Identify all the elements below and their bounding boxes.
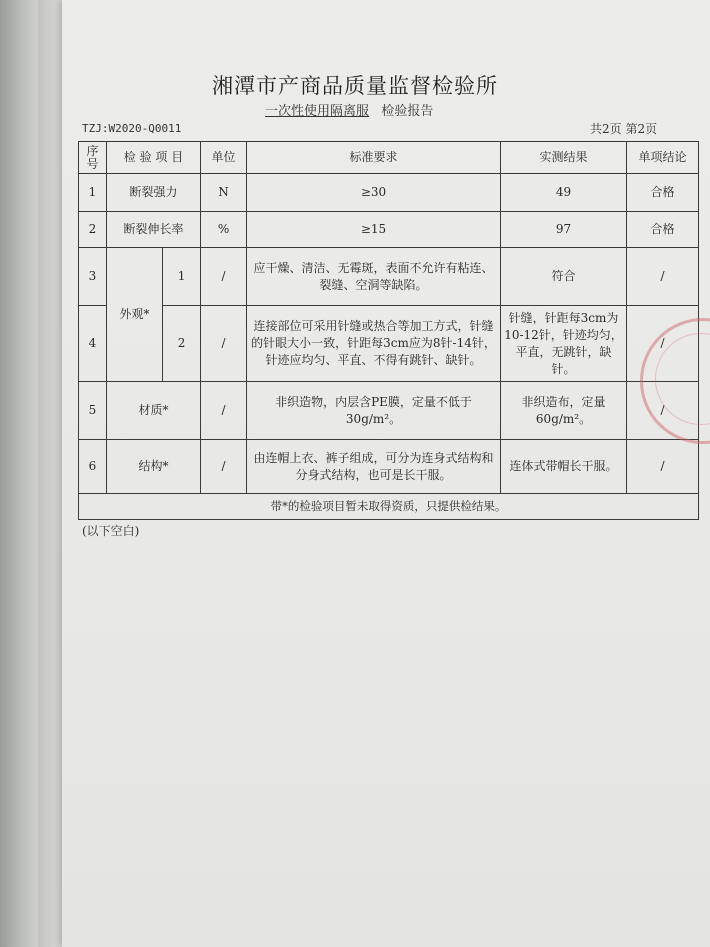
cell-seq: 5 (79, 382, 107, 440)
cell-seq: 3 (79, 248, 107, 306)
cell-result: 49 (501, 174, 627, 212)
header-conclusion: 单项结论 (627, 142, 699, 174)
cell-unit: / (201, 248, 247, 306)
cell-subitem: 1 (163, 248, 201, 306)
cell-seq: 6 (79, 440, 107, 494)
cell-conclusion: / (627, 306, 699, 382)
header-seq: 序号 (79, 142, 107, 174)
cell-result: 针缝，针距每3cm为10-12针，针迹均匀，平直，无跳针，缺针。 (501, 306, 627, 382)
document-subtitle (265, 100, 433, 119)
table-row (79, 248, 699, 306)
inspection-table (78, 141, 699, 520)
cell-unit: / (201, 306, 247, 382)
cell-requirement: 非织造物，内层含PE膜，定量不低于30g/m²。 (247, 382, 501, 440)
header-requirement: 标准要求 (247, 142, 501, 174)
cell-unit: / (201, 440, 247, 494)
cell-requirement: ≥15 (247, 212, 501, 248)
table-header-row (79, 142, 699, 174)
cell-conclusion: / (627, 440, 699, 494)
table-row (79, 440, 699, 494)
document-title: 湘潭市产商品质量监督检验所 (212, 74, 498, 98)
cell-requirement: 连接部位可采用针缝或热合等加工方式，针缝的针眼大小一致，针距每3cm应为8针-14针，针迹应均匀、平直、不得有跳针、缺针。 (247, 306, 501, 382)
table-row (79, 306, 699, 382)
header-item: 检 验 项 目 (107, 142, 201, 174)
official-seal-inner-ring (655, 333, 710, 425)
cell-requirement: ≥30 (247, 174, 501, 212)
cell-result: 97 (501, 212, 627, 248)
report-type: 检验报告 (381, 104, 434, 119)
cell-conclusion: / (627, 248, 699, 306)
table-footnote-row (79, 494, 699, 520)
cell-requirement: 应干燥、清洁、无霉斑，表面不允许有粘连、裂缝、空洞等缺陷。 (247, 248, 501, 306)
cell-result: 符合 (501, 248, 627, 306)
header-unit: 单位 (201, 142, 247, 174)
cell-seq: 4 (79, 306, 107, 382)
cell-seq: 1 (79, 174, 107, 212)
cell-subitem: 2 (163, 306, 201, 382)
cell-unit: / (201, 382, 247, 440)
cell-item: 结构* (107, 440, 201, 494)
cell-requirement: 由连帽上衣、裤子组成，可分为连身式结构和分身式结构，也可是长干服。 (247, 440, 501, 494)
cell-result: 连体式带帽长干服。 (501, 440, 627, 494)
header-result: 实测结果 (501, 142, 627, 174)
binding-edge (38, 0, 62, 947)
cell-unit: N (201, 174, 247, 212)
cell-item: 断裂强力 (107, 174, 201, 212)
cell-conclusion: 合格 (627, 212, 699, 248)
cell-result: 非织造布，定量60g/m²。 (501, 382, 627, 440)
table-row (79, 382, 699, 440)
cell-item: 外观* (107, 248, 163, 382)
page-info: 共2页 第2页 (590, 122, 658, 136)
cell-conclusion: / (627, 382, 699, 440)
cell-item: 断裂伸长率 (107, 212, 201, 248)
cell-conclusion: 合格 (627, 174, 699, 212)
cell-unit: % (201, 212, 247, 248)
table-footnote: 带*的检验项目暂未取得资质，只提供检结果。 (79, 494, 699, 520)
table-row (79, 212, 699, 248)
cell-seq: 2 (79, 212, 107, 248)
end-note: (以下空白) (82, 524, 140, 538)
product-name: 一次性使用隔离服 (265, 104, 370, 119)
cell-item: 材质* (107, 382, 201, 440)
table-row (79, 174, 699, 212)
report-code: TZJ:W2020-Q0011 (82, 122, 182, 135)
